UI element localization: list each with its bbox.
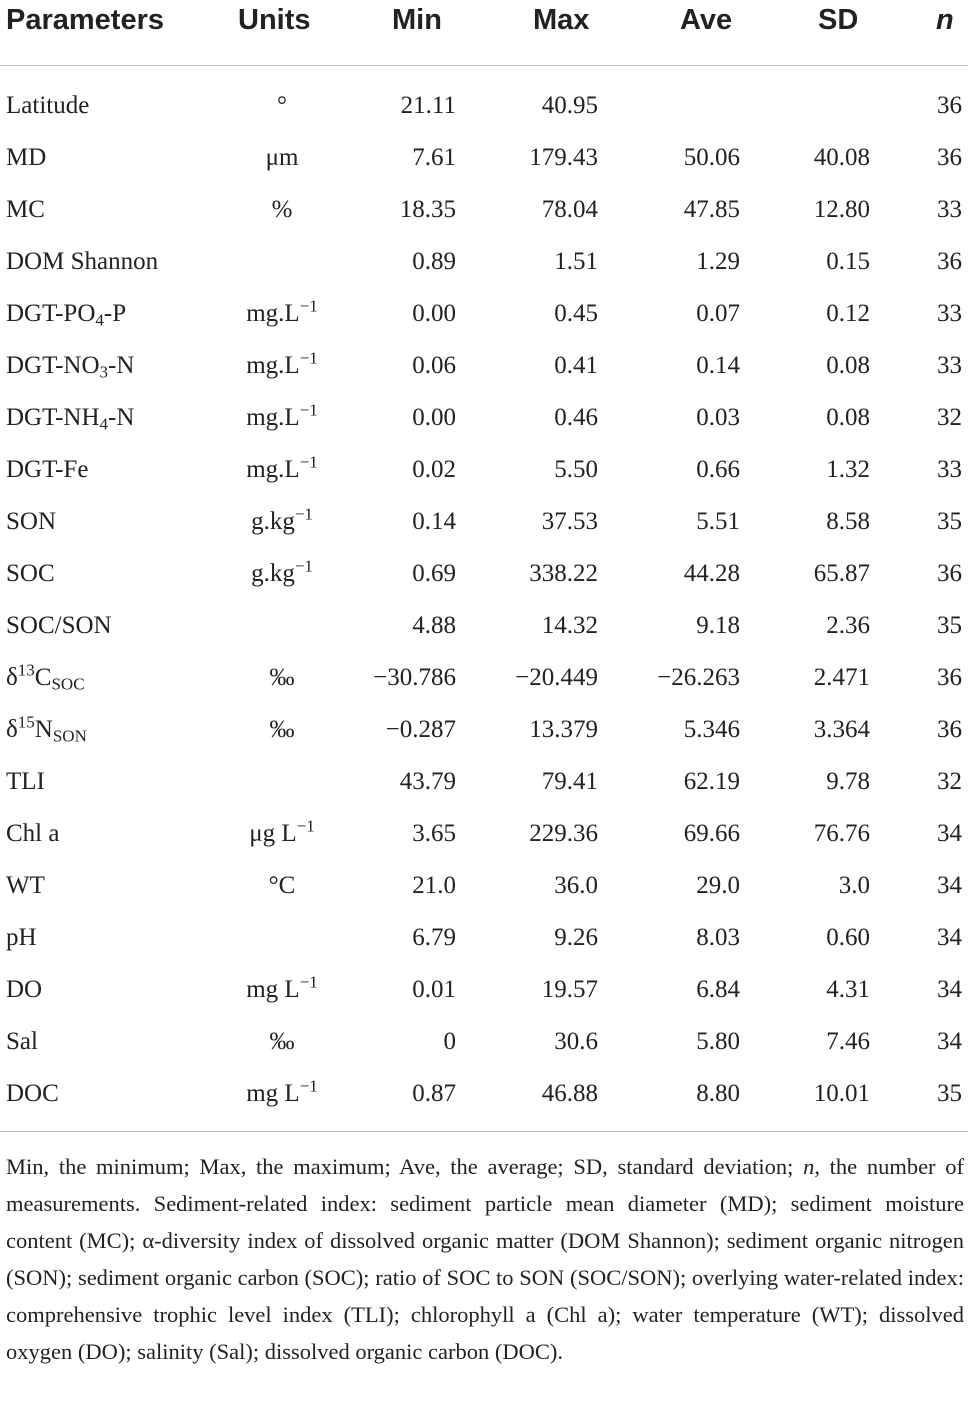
cell-sd: 0.60 [826,924,870,951]
cell-max: 78.04 [541,196,598,223]
cell-min: 6.79 [412,924,456,951]
cell-max: 13.379 [529,716,598,743]
cell-max: 0.45 [554,300,598,327]
cell-parameter: WT [6,872,45,899]
cell-min: 0.87 [412,1080,456,1107]
cell-sd: 4.31 [826,976,870,1003]
cell-units: mg $L^{-1}$ [246,972,318,1003]
table-row [0,132,968,184]
table-row [0,1016,968,1068]
cell-ave: 69.66 [683,820,740,847]
cell-min: 7.61 [412,144,456,171]
cell-units: $mg.L^{-1}$ [246,296,318,327]
cell-min: 43.79 [399,768,456,795]
cell-ave: 5.80 [696,1028,740,1055]
cell-parameter: SOC [6,560,55,587]
cell-max: 37.53 [541,508,598,535]
cell-parameter: SON [6,508,57,535]
cell-sd: 0.08 [826,404,870,431]
cell-units: % [271,196,293,223]
cell-units: ‰ [269,1028,295,1055]
cell-sd: 9.78 [826,768,870,795]
cell-ave: 1.29 [696,248,740,275]
cell-n: 36 [937,144,962,171]
table-row [0,1068,968,1120]
cell-units: ‰ [269,716,295,743]
cell-n: 34 [937,820,962,847]
cell-n: 32 [937,768,962,795]
cell-n: 36 [937,92,962,119]
cell-n: 33 [937,196,962,223]
cell-min: 21.0 [412,872,456,899]
cell-units: $g.kg^{-1}$ [251,556,313,587]
cell-max: 36.0 [554,872,598,899]
cell-sd: 8.58 [826,508,870,535]
cell-units: $mg.L^{-1}$ [246,400,318,431]
cell-max: 1.51 [554,248,598,275]
header-min: Min [392,4,442,36]
table-row [0,236,968,288]
cell-parameter: Sal [6,1028,38,1055]
cell-ave: 44.28 [683,560,740,587]
header-sd: SD [818,4,859,36]
cell-max: 0.41 [554,352,598,379]
cell-max: 14.32 [541,612,598,639]
cell-max: −20.449 [515,664,598,691]
header-ave: Ave [680,4,733,36]
cell-parameter: DO [6,976,43,1003]
cell-ave: 9.18 [696,612,740,639]
cell-ave: −26.263 [657,664,740,691]
cell-min: 0.00 [412,300,456,327]
table-row [0,340,968,392]
cell-n: 35 [937,1080,962,1107]
cell-ave: 0.66 [696,456,740,483]
cell-max: 19.57 [541,976,598,1003]
cell-ave: 8.03 [696,924,740,951]
cell-ave: 8.80 [696,1080,740,1107]
table-row [0,392,968,444]
cell-n: 35 [937,508,962,535]
cell-ave: 5.51 [696,508,740,535]
cell-ave: 47.85 [683,196,740,223]
header-units: Units [238,4,311,36]
table-row [0,704,968,756]
cell-n: 36 [937,664,962,691]
cell-ave: 50.06 [683,144,740,171]
cell-n: 34 [937,1028,962,1055]
cell-min: 0.69 [412,560,456,587]
cell-min: −0.287 [385,716,456,743]
header-parameters: Parameters [6,4,164,36]
header-max: Max [533,4,590,36]
cell-min: 21.11 [400,92,456,119]
cell-parameter: MD [6,144,47,171]
cell-ave: 0.07 [696,300,740,327]
cell-sd: 2.36 [826,612,870,639]
cell-min: 0.01 [412,976,456,1003]
cell-n: 34 [937,976,962,1003]
table-row [0,496,968,548]
header-n: n [936,4,954,36]
cell-sd: 1.32 [826,456,870,483]
cell-min: −30.786 [373,664,456,691]
cell-sd: 76.76 [813,820,870,847]
cell-min: 18.35 [399,196,456,223]
cell-ave: 29.0 [696,872,740,899]
cell-sd: 2.471 [813,664,870,691]
cell-max: 5.50 [554,456,598,483]
cell-max: 40.95 [541,92,598,119]
cell-sd: 3.0 [838,872,870,899]
table-row [0,756,968,808]
cell-max: 0.46 [554,404,598,431]
cell-max: 79.41 [541,768,598,795]
cell-max: 229.36 [529,820,598,847]
cell-units: μg $L^{-1}$ [249,816,315,847]
cell-parameter: DGT-Fe [6,456,89,483]
table-row [0,600,968,652]
cell-n: 36 [937,560,962,587]
cell-parameter: TLI [6,768,45,795]
cell-sd: 0.15 [826,248,870,275]
cell-sd: 65.87 [813,560,870,587]
cell-parameter: pH [6,924,37,951]
table-row [0,80,968,132]
cell-sd: 10.01 [813,1080,870,1107]
cell-units: ° [277,92,287,119]
table-row [0,860,968,912]
cell-parameter: DGT-$PO_4-P$ [6,300,127,330]
cell-parameter: SOC/SON [6,612,112,639]
cell-units: $mg.L^{-1}$ [246,452,318,483]
cell-min: 0.02 [412,456,456,483]
cell-min: 0.00 [412,404,456,431]
cell-parameter: DGT-$NH_4-N$ [6,404,135,434]
table-row [0,444,968,496]
cell-ave: 62.19 [683,768,740,795]
table-footnote: Min, the minimum; Max, the maximum; Ave, the average; SD, standard deviation; n, the number of measurements. Sediment-related index: sediment particle mean diameter (MD); sediment moisture content (MC); α-diversity index of dissolved organic matter (DOM Shannon); sediment organic nitrogen (SON); sediment organic carbon (SOC); ratio of SOC to SON (SOC/SON); overlying water-related index: comprehensive trophic level index (TLI); chlorophyll a (Chl a); water temperature (WT); dissolved oxygen (DO); salinity (Sal); dissolved organic carbon (DOC). [6,1154,964,1364]
cell-min: 3.65 [412,820,456,847]
cell-n: 35 [937,612,962,639]
table-row [0,912,968,964]
cell-min: 0.89 [412,248,456,275]
table-row [0,652,968,704]
cell-sd: 40.08 [813,144,870,171]
cell-n: 32 [937,404,962,431]
cell-parameter: MC [6,196,45,223]
cell-units: μm [265,144,299,171]
cell-ave: 6.84 [696,976,740,1003]
table-row [0,808,968,860]
cell-n: 33 [937,352,962,379]
cell-ave: 0.14 [696,352,740,379]
header-rule [0,65,968,66]
cell-parameter: $\delta^{15}N_{SON}$ [6,712,87,746]
table-row [0,288,968,340]
cell-sd: 12.80 [813,196,870,223]
cell-parameter: $\delta^{13}C_{SOC}$ [6,660,85,694]
cell-n: 33 [937,456,962,483]
cell-ave: 0.03 [696,404,740,431]
cell-sd: 0.08 [826,352,870,379]
cell-max: 46.88 [541,1080,598,1107]
cell-sd: 7.46 [826,1028,870,1055]
cell-units: $mg.L^{-1}$ [246,348,318,379]
cell-parameter: Latitude [6,92,90,119]
table-header [0,0,968,40]
cell-max: 338.22 [529,560,598,587]
cell-parameter: DOC [6,1080,59,1107]
table-row [0,548,968,600]
cell-n: 34 [937,872,962,899]
cell-ave: 5.346 [683,716,740,743]
cell-min: 0 [443,1028,456,1055]
cell-min: 0.06 [412,352,456,379]
cell-max: 30.6 [554,1028,598,1055]
cell-n: 33 [937,300,962,327]
cell-max: 179.43 [529,144,598,171]
cell-sd: 3.364 [813,716,870,743]
table-row [0,184,968,236]
cell-parameter: DOM Shannon [6,248,159,275]
cell-n: 34 [937,924,962,951]
cell-parameter: DGT-$NO_3-N$ [6,352,135,382]
cell-sd: 0.12 [826,300,870,327]
cell-min: 0.14 [412,508,456,535]
cell-units: ‰ [269,664,295,691]
footer-rule [0,1131,968,1132]
cell-max: 9.26 [554,924,598,951]
cell-units: °C [268,872,296,899]
cell-n: 36 [937,716,962,743]
cell-units: mg $L^{-1}$ [246,1076,318,1107]
cell-min: 4.88 [412,612,456,639]
cell-units: $g.kg^{-1}$ [251,504,313,535]
table-row [0,964,968,1016]
cell-parameter: Chl a [6,820,60,847]
cell-n: 36 [937,248,962,275]
